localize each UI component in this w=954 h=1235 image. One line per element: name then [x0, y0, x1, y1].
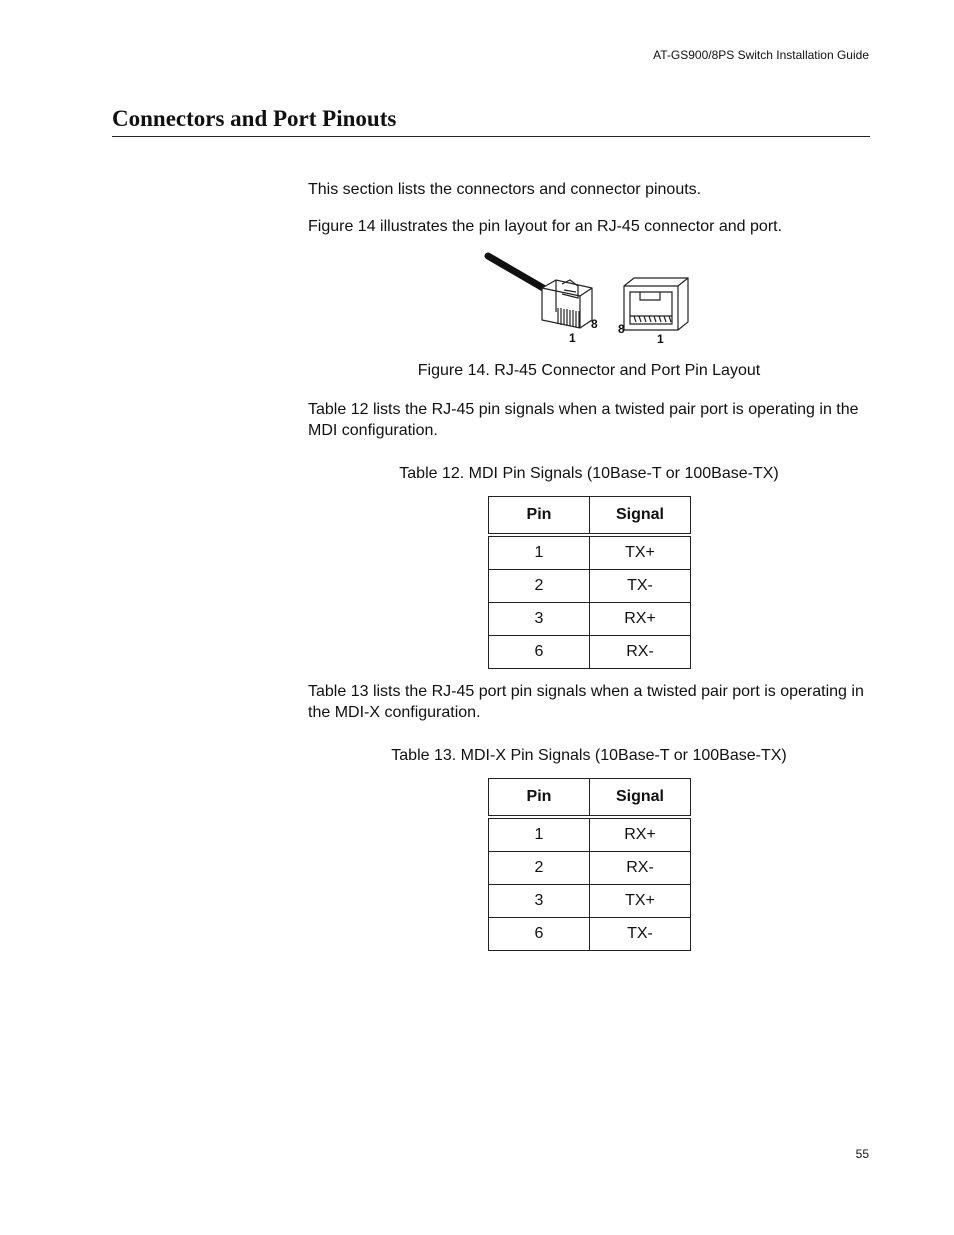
table12-caption: Table 12. MDI Pin Signals (10Base-T or 100Base-TX)	[399, 465, 779, 482]
figure-caption: Figure 14. RJ-45 Connector and Port Pin Layout	[417, 362, 761, 379]
table12-mdi-pin-signals	[488, 496, 691, 669]
pin-cell: 1	[489, 535, 590, 570]
table-row	[489, 918, 691, 951]
column-header-pin: Pin	[489, 497, 590, 536]
signal-cell: TX+	[590, 885, 691, 918]
signal-cell: RX-	[590, 852, 691, 885]
rj45-port	[624, 278, 688, 330]
section-title: Connectors and Port Pinouts	[112, 106, 870, 137]
signal-cell: RX+	[590, 603, 691, 636]
table-header-row	[489, 497, 691, 536]
plug-pin-left-label: 1	[569, 331, 576, 345]
figure-reference-paragraph: Figure 14 illustrates the pin layout for an RJ-45 connector and port.	[308, 218, 783, 235]
table-row	[489, 817, 691, 852]
running-header: AT-GS900/8PS Switch Installation Guide	[653, 48, 869, 62]
table-header-row	[489, 779, 691, 818]
port-pin-right-label: 1	[657, 332, 664, 346]
rj45-illustration	[484, 250, 694, 350]
signal-cell: TX+	[590, 535, 691, 570]
table13-mdix-pin-signals	[488, 778, 691, 951]
signal-cell: TX-	[590, 570, 691, 603]
signal-cell: RX+	[590, 817, 691, 852]
column-header-pin: Pin	[489, 779, 590, 818]
table-row	[489, 570, 691, 603]
table12-reference-paragraph: Table 12 lists the RJ-45 pin signals when a twisted pair port is operating in the MDI configuration.	[308, 401, 859, 439]
pin-cell: 6	[489, 918, 590, 951]
signal-cell: TX-	[590, 918, 691, 951]
signal-cell: RX-	[590, 636, 691, 669]
table-row	[489, 885, 691, 918]
plug-pin-right-label: 8	[591, 317, 598, 331]
pin-cell: 1	[489, 817, 590, 852]
rj45-plug	[542, 280, 592, 328]
port-pin-left-label: 8	[618, 322, 625, 336]
table13-caption: Table 13. MDI-X Pin Signals (10Base-T or 100Base-TX)	[391, 747, 787, 764]
page-number: 55	[855, 1147, 869, 1161]
table-row	[489, 535, 691, 570]
cable	[488, 256, 550, 292]
table-row	[489, 603, 691, 636]
pin-cell: 3	[489, 603, 590, 636]
intro-paragraph: This section lists the connectors and connector pinouts.	[308, 181, 702, 198]
column-header-signal: Signal	[590, 497, 691, 536]
pin-cell: 2	[489, 852, 590, 885]
table-row	[489, 636, 691, 669]
pin-cell: 6	[489, 636, 590, 669]
pin-cell: 3	[489, 885, 590, 918]
table-row	[489, 852, 691, 885]
column-header-signal: Signal	[590, 779, 691, 818]
pin-cell: 2	[489, 570, 590, 603]
rj45-figure	[484, 250, 694, 350]
table13-reference-paragraph: Table 13 lists the RJ-45 port pin signals when a twisted pair port is operating in the MDI-X configuration.	[308, 683, 864, 721]
